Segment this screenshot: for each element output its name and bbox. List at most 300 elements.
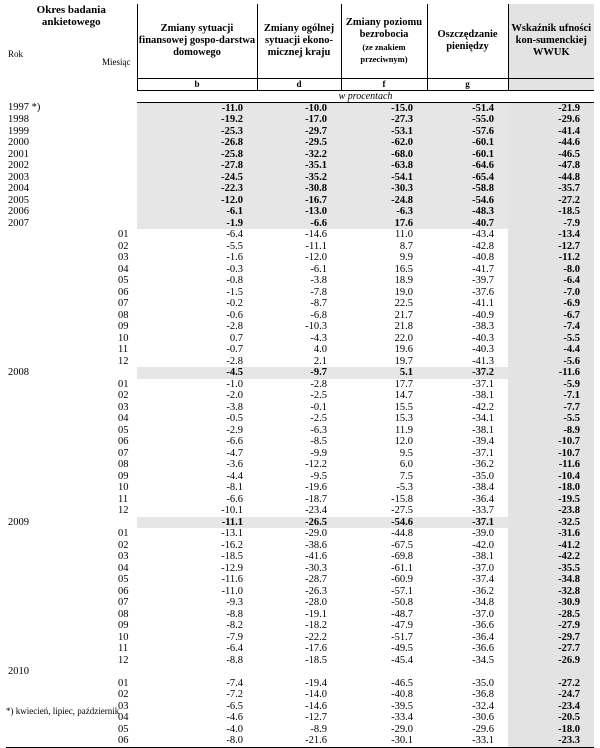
economy-value: -10.0: [257, 102, 341, 114]
row-label-text: 02: [118, 689, 129, 700]
table-row: [6, 356, 594, 368]
row-label-text: 03: [118, 252, 129, 263]
row-label-text: 1998: [8, 114, 29, 125]
savings-value: -38.4: [472, 482, 494, 493]
savings-value: -38.1: [472, 424, 494, 436]
economy-value: -16.7: [257, 195, 341, 207]
economy-value: -0.1: [310, 401, 327, 413]
unemployment-value: 17.7: [394, 378, 413, 390]
savings-value: -41.1: [472, 298, 494, 309]
wwuk-value: -30.9: [508, 597, 594, 609]
month-label: [6, 356, 137, 368]
savings-value: -36.2: [472, 459, 494, 470]
household-value: -24.5: [137, 172, 257, 184]
row-label-text: 2010: [8, 666, 29, 677]
household-value: -0.7: [226, 344, 243, 355]
table-row: [6, 666, 594, 678]
row-label-text: 10: [118, 332, 129, 344]
month-label: [6, 310, 137, 322]
row-label-text: 06: [118, 286, 129, 298]
unemployment-value: -67.5: [391, 539, 413, 551]
table-row: [6, 333, 594, 345]
household-value: -8.8: [226, 608, 243, 620]
row-label-text: 06: [118, 735, 129, 746]
household-value: -7.4: [226, 677, 243, 689]
month-label: [6, 275, 137, 287]
row-label-text: 04: [118, 263, 129, 275]
unemployment-value: -54.1: [341, 172, 427, 184]
unemployment-value: 22.5: [394, 298, 413, 309]
savings-value: -57.6: [427, 126, 508, 138]
row-label-text: 08: [118, 459, 129, 470]
table-row: [6, 448, 594, 460]
table-row: [6, 413, 594, 425]
savings-value: -41.7: [472, 263, 494, 275]
table-row: [6, 229, 594, 241]
savings-value: -34.5: [472, 654, 494, 666]
row-label-text: 2006: [8, 206, 29, 217]
row-label-text: 2003: [8, 171, 29, 183]
savings-value: -60.1: [427, 137, 508, 149]
row-label-text: 05: [118, 574, 129, 585]
month-label: [6, 528, 137, 540]
wwuk-value: -32.8: [508, 586, 594, 598]
table-row: [6, 574, 594, 586]
table-row: [6, 114, 594, 126]
row-label-text: 04: [118, 712, 129, 723]
row-label-text: 06: [118, 585, 129, 597]
wwuk-value: -11.6: [508, 459, 594, 471]
savings-value: -55.0: [427, 114, 508, 126]
household-value: -4.7: [226, 447, 243, 459]
savings-value: -32.4: [472, 700, 494, 712]
economy-value: -28.0: [305, 597, 327, 608]
month-label: [6, 379, 137, 391]
table-row: [6, 597, 594, 609]
table-row: [6, 183, 594, 195]
month-label: [6, 574, 137, 586]
economy-value: [257, 666, 341, 678]
table-row: [6, 609, 594, 621]
letter-cell-blank: [6, 78, 137, 90]
wwuk-value: -11.6: [508, 367, 594, 379]
row-label-text: 2009: [8, 516, 29, 528]
household-value: -25.3: [137, 126, 257, 138]
letter-wwuk: [508, 78, 594, 90]
table-row: [6, 195, 594, 207]
row-label-text: 07: [118, 298, 129, 309]
economy-value: -12.7: [305, 712, 327, 723]
month-label: [6, 540, 137, 552]
row-label-text: 03: [118, 700, 129, 712]
household-value: -8.1: [226, 482, 243, 493]
unemployment-value: 19.6: [394, 344, 413, 355]
table-row: [6, 310, 594, 322]
row-label-text: 01: [118, 378, 129, 390]
household-value: -0.8: [226, 275, 243, 286]
year-label: [6, 206, 137, 218]
unemployment-value: -30.3: [341, 183, 427, 195]
table-wrapper: [6, 4, 594, 748]
row-label-text: 11: [118, 493, 129, 505]
economy-value: -19.4: [305, 677, 327, 689]
table-row: [6, 287, 594, 299]
table-row: [6, 149, 594, 161]
unemployment-value: -62.0: [341, 137, 427, 149]
economy-value: -18.2: [305, 620, 327, 631]
wwuk-value: -12.7: [508, 241, 594, 253]
table-row: [6, 275, 594, 287]
economy-value: -6.8: [310, 309, 327, 321]
unemployment-value: -49.5: [391, 643, 413, 654]
economy-value: -9.7: [257, 367, 341, 379]
savings-value: -39.4: [472, 436, 494, 447]
economy-value: -19.6: [305, 482, 327, 493]
economy-value: -8.5: [310, 436, 327, 447]
unemployment-value: -48.7: [391, 608, 413, 620]
row-label-text: 04: [118, 413, 129, 424]
savings-value: -37.1: [427, 517, 508, 529]
economy-value: -38.6: [305, 539, 327, 551]
unemployment-value: 17.6: [341, 218, 427, 230]
household-value: -4.5: [137, 367, 257, 379]
wwuk-value: -8.9: [508, 425, 594, 437]
savings-value: -36.4: [472, 493, 494, 505]
economy-value: -23.4: [305, 505, 327, 516]
unemployment-value: 16.5: [394, 263, 413, 275]
savings-value: -43.4: [472, 229, 494, 240]
household-value: -4.0: [226, 723, 243, 735]
table-row: [6, 241, 594, 253]
economy-value: -22.2: [305, 631, 327, 643]
unit-cell-blank: [6, 90, 137, 102]
row-label-text: 2001: [8, 148, 29, 160]
household-value: -11.0: [221, 585, 243, 597]
household-value: -3.8: [226, 401, 243, 413]
table-row: [6, 551, 594, 563]
month-label: [6, 678, 137, 690]
economy-value: -9.5: [310, 470, 327, 482]
wwuk-value: -13.4: [508, 229, 594, 241]
month-label: [6, 482, 137, 494]
economy-value: -6.6: [257, 218, 341, 230]
table-row: [6, 367, 594, 379]
wwuk-value: -27.2: [508, 195, 594, 207]
table-row: [6, 379, 594, 391]
row-label-text: 09: [118, 470, 129, 482]
economy-value: -29.7: [257, 126, 341, 138]
table-row: [6, 689, 594, 701]
month-label: [6, 333, 137, 345]
wwuk-value: -7.0: [508, 287, 594, 299]
year-axis-label: Rok: [8, 49, 24, 59]
unemployment-value: 12.0: [394, 436, 413, 447]
year-label: [6, 149, 137, 161]
month-label: [6, 689, 137, 701]
economy-value: -12.0: [305, 252, 327, 263]
unemployment-value: -27.5: [391, 505, 413, 516]
month-label: [6, 505, 137, 517]
unemployment-value: -33.4: [391, 712, 413, 723]
row-label-text: 12: [118, 654, 129, 666]
economy-value: -10.3: [305, 321, 327, 332]
table-row: [6, 471, 594, 483]
wwuk-value: -5.9: [508, 379, 594, 391]
month-label: [6, 298, 137, 310]
economy-value: -7.8: [310, 286, 327, 298]
wwuk-value: -6.7: [508, 310, 594, 322]
row-label-text: 2000: [8, 137, 29, 148]
table-row: [6, 724, 594, 736]
unemployment-value: -27.3: [341, 114, 427, 126]
unemployment-value: 19.0: [394, 286, 413, 298]
unemployment-value: -63.8: [341, 160, 427, 172]
wwuk-value: -10.7: [508, 448, 594, 460]
column-header-savings: Oszczędzanie pieniędzy: [427, 4, 508, 78]
table-row: [6, 126, 594, 138]
economy-value: -21.6: [305, 735, 327, 746]
letter-g: g: [427, 78, 508, 90]
table-row: [6, 160, 594, 172]
wwuk-value: -23.8: [508, 505, 594, 517]
household-value: -9.3: [226, 597, 243, 608]
unemployment-value: 21.7: [394, 309, 413, 321]
savings-value: -42.0: [472, 539, 494, 551]
month-label: [6, 448, 137, 460]
table-row: [6, 632, 594, 644]
household-value: -2.0: [226, 390, 243, 401]
unemployment-value: -57.1: [391, 585, 413, 597]
unemployment-value: 14.7: [394, 390, 413, 401]
household-value: -8.0: [226, 735, 243, 746]
savings-value: -29.6: [472, 723, 494, 735]
household-value: -22.3: [137, 183, 257, 195]
row-label-text: 2005: [8, 194, 29, 206]
economy-value: -14.6: [305, 700, 327, 712]
savings-value: -36.6: [472, 643, 494, 654]
table-row: [6, 344, 594, 356]
row-label-text: 07: [118, 597, 129, 608]
savings-value: -38.1: [472, 390, 494, 401]
header-row: [6, 4, 594, 78]
economy-value: -29.5: [257, 137, 341, 149]
household-value: -2.8: [226, 321, 243, 332]
savings-value: -60.1: [427, 149, 508, 161]
wwuk-value: -10.4: [508, 471, 594, 483]
household-value: [137, 666, 257, 678]
household-value: -0.5: [226, 413, 243, 424]
unit-row: [6, 90, 594, 102]
table-row: [6, 137, 594, 149]
savings-value: [427, 666, 508, 678]
unemployment-note: (ze znakiem przeciwnym): [360, 41, 408, 64]
month-label: [6, 287, 137, 299]
table-row: [6, 264, 594, 276]
table-row: [6, 252, 594, 264]
unemployment-value: -30.1: [391, 735, 413, 746]
month-label: [6, 402, 137, 414]
row-label-text: 11: [118, 643, 129, 654]
unemployment-value: -53.1: [341, 126, 427, 138]
month-label: [6, 436, 137, 448]
unemployment-value: -50.8: [391, 597, 413, 608]
month-label: [6, 632, 137, 644]
row-label-text: 02: [118, 539, 129, 551]
savings-value: -36.2: [472, 585, 494, 597]
household-value: -3.6: [226, 459, 243, 470]
household-value: -11.1: [137, 517, 257, 529]
month-label: [6, 390, 137, 402]
year-label: [6, 137, 137, 149]
household-value: -25.8: [137, 149, 257, 161]
table-row: [6, 528, 594, 540]
household-value: -8.2: [226, 620, 243, 631]
unemployment-value: 6.0: [399, 459, 413, 470]
economy-value: -2.5: [310, 413, 327, 424]
economy-value: -28.7: [305, 574, 327, 585]
row-label-text: 02: [118, 240, 129, 252]
row-label-text: 1997 *): [8, 102, 41, 114]
unemployment-value: -5.3: [396, 482, 413, 493]
unemployment-value: 11.0: [395, 229, 413, 240]
wwuk-value: -26.9: [508, 655, 594, 667]
unemployment-value: -47.9: [391, 620, 413, 631]
savings-value: -34.1: [472, 413, 494, 424]
household-value: -1.6: [226, 252, 243, 263]
unemployment-value: -46.5: [391, 677, 413, 689]
month-label: [6, 563, 137, 575]
row-label-text: 11: [118, 344, 129, 355]
household-value: -11.6: [221, 574, 243, 585]
savings-value: -37.0: [472, 562, 494, 574]
month-label: [6, 252, 137, 264]
wwuk-value: -18.0: [508, 724, 594, 736]
unemployment-value: 7.5: [399, 470, 413, 482]
economy-value: -2.5: [310, 390, 327, 401]
economy-value: -41.6: [305, 551, 327, 562]
wwuk-value: -46.5: [508, 149, 594, 161]
row-label-text: 12: [118, 505, 129, 516]
table-row: [6, 390, 594, 402]
table-row: [6, 643, 594, 655]
economy-value: -18.5: [305, 654, 327, 666]
row-label-text: 07: [118, 447, 129, 459]
column-letter-row: [6, 78, 594, 90]
year-label: [6, 126, 137, 138]
savings-value: -30.6: [472, 712, 494, 723]
unemployment-value: 9.5: [399, 447, 413, 459]
wwuk-value: -29.7: [508, 632, 594, 644]
unemployment-value: -15.0: [341, 102, 427, 114]
savings-value: -42.2: [472, 401, 494, 413]
household-value: -0.3: [226, 263, 243, 275]
household-value: -2.8: [226, 355, 243, 367]
wwuk-value: -11.2: [508, 252, 594, 264]
month-label: [6, 425, 137, 437]
economy-value: -9.9: [310, 447, 327, 459]
savings-value: -54.6: [427, 195, 508, 207]
row-label-text: 10: [118, 482, 129, 493]
wwuk-value: -34.8: [508, 574, 594, 586]
unemployment-value: 15.5: [394, 401, 413, 413]
wwuk-value: -28.5: [508, 609, 594, 621]
wwuk-value: -24.7: [508, 689, 594, 701]
wwuk-value: -35.7: [508, 183, 594, 195]
table-row: [6, 321, 594, 333]
savings-value: -36.6: [472, 620, 494, 631]
wwuk-value: -5.6: [508, 356, 594, 368]
economy-value: -30.3: [305, 562, 327, 574]
wwuk-value: -20.5: [508, 712, 594, 724]
unemployment-value: -51.7: [391, 631, 413, 643]
table-row: [6, 402, 594, 414]
household-value: -8.8: [226, 654, 243, 666]
month-label: [6, 643, 137, 655]
footnote: *) kwiecień, lipiec, październik: [6, 706, 120, 716]
household-value: -19.2: [137, 114, 257, 126]
household-value: -6.4: [226, 643, 243, 654]
row-label-text: 2008: [8, 367, 29, 378]
month-label: [6, 597, 137, 609]
household-value: -6.5: [226, 700, 243, 712]
table-row: [6, 620, 594, 632]
savings-value: -37.6: [472, 286, 494, 298]
month-label: [6, 321, 137, 333]
table-row: [6, 540, 594, 552]
household-value: -6.6: [226, 436, 243, 447]
savings-value: -64.6: [427, 160, 508, 172]
unemployment-title: Zmiany poziomu bezrobocia: [345, 16, 423, 40]
savings-value: -48.3: [427, 206, 508, 218]
wwuk-value: -4.4: [508, 344, 594, 356]
wwuk-value: -35.5: [508, 563, 594, 575]
economy-value: -14.6: [305, 229, 327, 240]
unemployment-value: -39.5: [391, 700, 413, 712]
table-row: [6, 505, 594, 517]
household-value: -12.9: [221, 562, 243, 574]
unemployment-value: -15.8: [391, 493, 413, 505]
row-label-text: 05: [118, 275, 129, 286]
month-label: [6, 241, 137, 253]
household-value: -12.0: [137, 195, 257, 207]
economy-value: -29.0: [305, 528, 327, 539]
wwuk-value: -41.2: [508, 540, 594, 552]
table-row: [6, 517, 594, 529]
row-label-text: 10: [118, 631, 129, 643]
savings-value: -42.8: [472, 240, 494, 252]
year-label: [6, 102, 137, 114]
unemployment-value: -45.4: [391, 654, 413, 666]
savings-value: -40.3: [472, 344, 494, 355]
row-label-text: 08: [118, 608, 129, 620]
row-label-text: 2007: [8, 217, 29, 229]
unemployment-value: 19.7: [394, 355, 413, 367]
table-row: [6, 298, 594, 310]
savings-value: -39.0: [472, 528, 494, 539]
savings-value: -37.1: [472, 378, 494, 390]
column-header-household: Zmiany sytuacji finansowej gospo-darstwa domowego: [137, 4, 257, 78]
month-label: [6, 344, 137, 356]
economy-value: -18.7: [305, 493, 327, 505]
economy-value: -6.3: [310, 424, 327, 436]
wwuk-value: [508, 666, 594, 678]
economy-value: -35.1: [257, 160, 341, 172]
savings-value: -35.0: [472, 470, 494, 482]
unemployment-value: 11.9: [395, 424, 413, 436]
row-label-text: 05: [118, 424, 129, 436]
wwuk-value: -42.2: [508, 551, 594, 563]
household-value: -1.0: [226, 378, 243, 390]
